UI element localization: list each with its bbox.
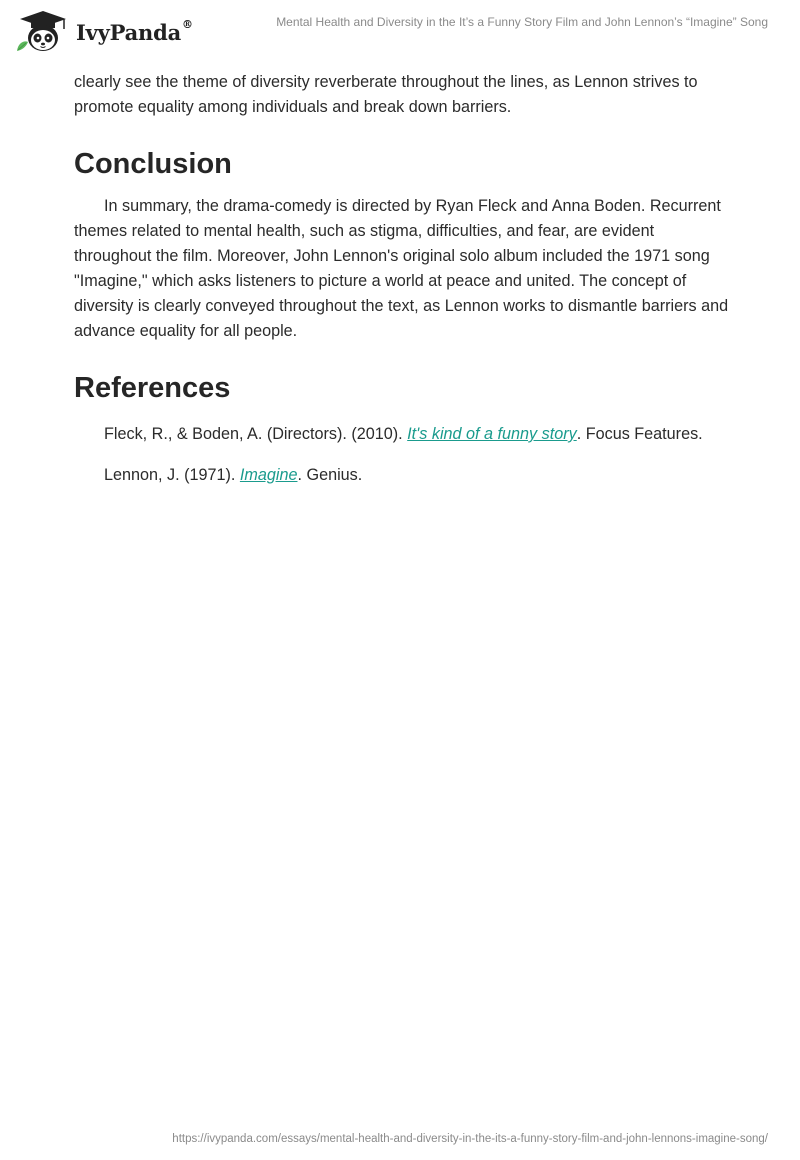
- reference-item: Fleck, R., & Boden, A. (Directors). (2010). It's kind of a funny story. Focus Features.: [104, 425, 703, 443]
- panda-graduate-icon: [14, 9, 72, 53]
- ivypanda-logo[interactable]: [14, 9, 193, 53]
- logo-wordmark: IvyPanda®: [76, 17, 193, 45]
- document-title: Mental Health and Diversity in the It’s a Funny Story Film and John Lennon’s “Imagine” Song: [276, 15, 768, 29]
- reference-link-film[interactable]: It's kind of a funny story: [407, 425, 577, 443]
- page-header: [0, 0, 800, 62]
- intro-paragraph: clearly see the theme of diversity reverberate throughout the lines, as Lennon strives to promote equality among individuals and break down barriers.: [74, 73, 698, 116]
- reference-item: Lennon, J. (1971). Imagine. Genius.: [104, 466, 363, 484]
- conclusion-heading: Conclusion: [74, 148, 232, 180]
- reference-link-song[interactable]: Imagine: [239, 466, 298, 484]
- references-heading: References: [74, 372, 231, 404]
- conclusion-paragraph: In summary, the drama-comedy is directed by Ryan Fleck and Anna Boden. Recurrent themes related to mental health, such as stigma, difficulties, and fear, are evident throughout the film. Moreover, John Lennon's original solo album included the 1971 song "Imagine," which asks listeners to picture a world at peace and united. The concept of diversity is clearly conveyed throughout the text, as Lennon works to dismantle barriers and advance equality for all people.: [74, 197, 729, 340]
- essay-content: [74, 70, 734, 505]
- footer-url[interactable]: https://ivypanda.com/essays/mental-health-and-diversity-in-the-its-a-funny-story-film-and-john-lennons-imagine-song/: [172, 1133, 768, 1145]
